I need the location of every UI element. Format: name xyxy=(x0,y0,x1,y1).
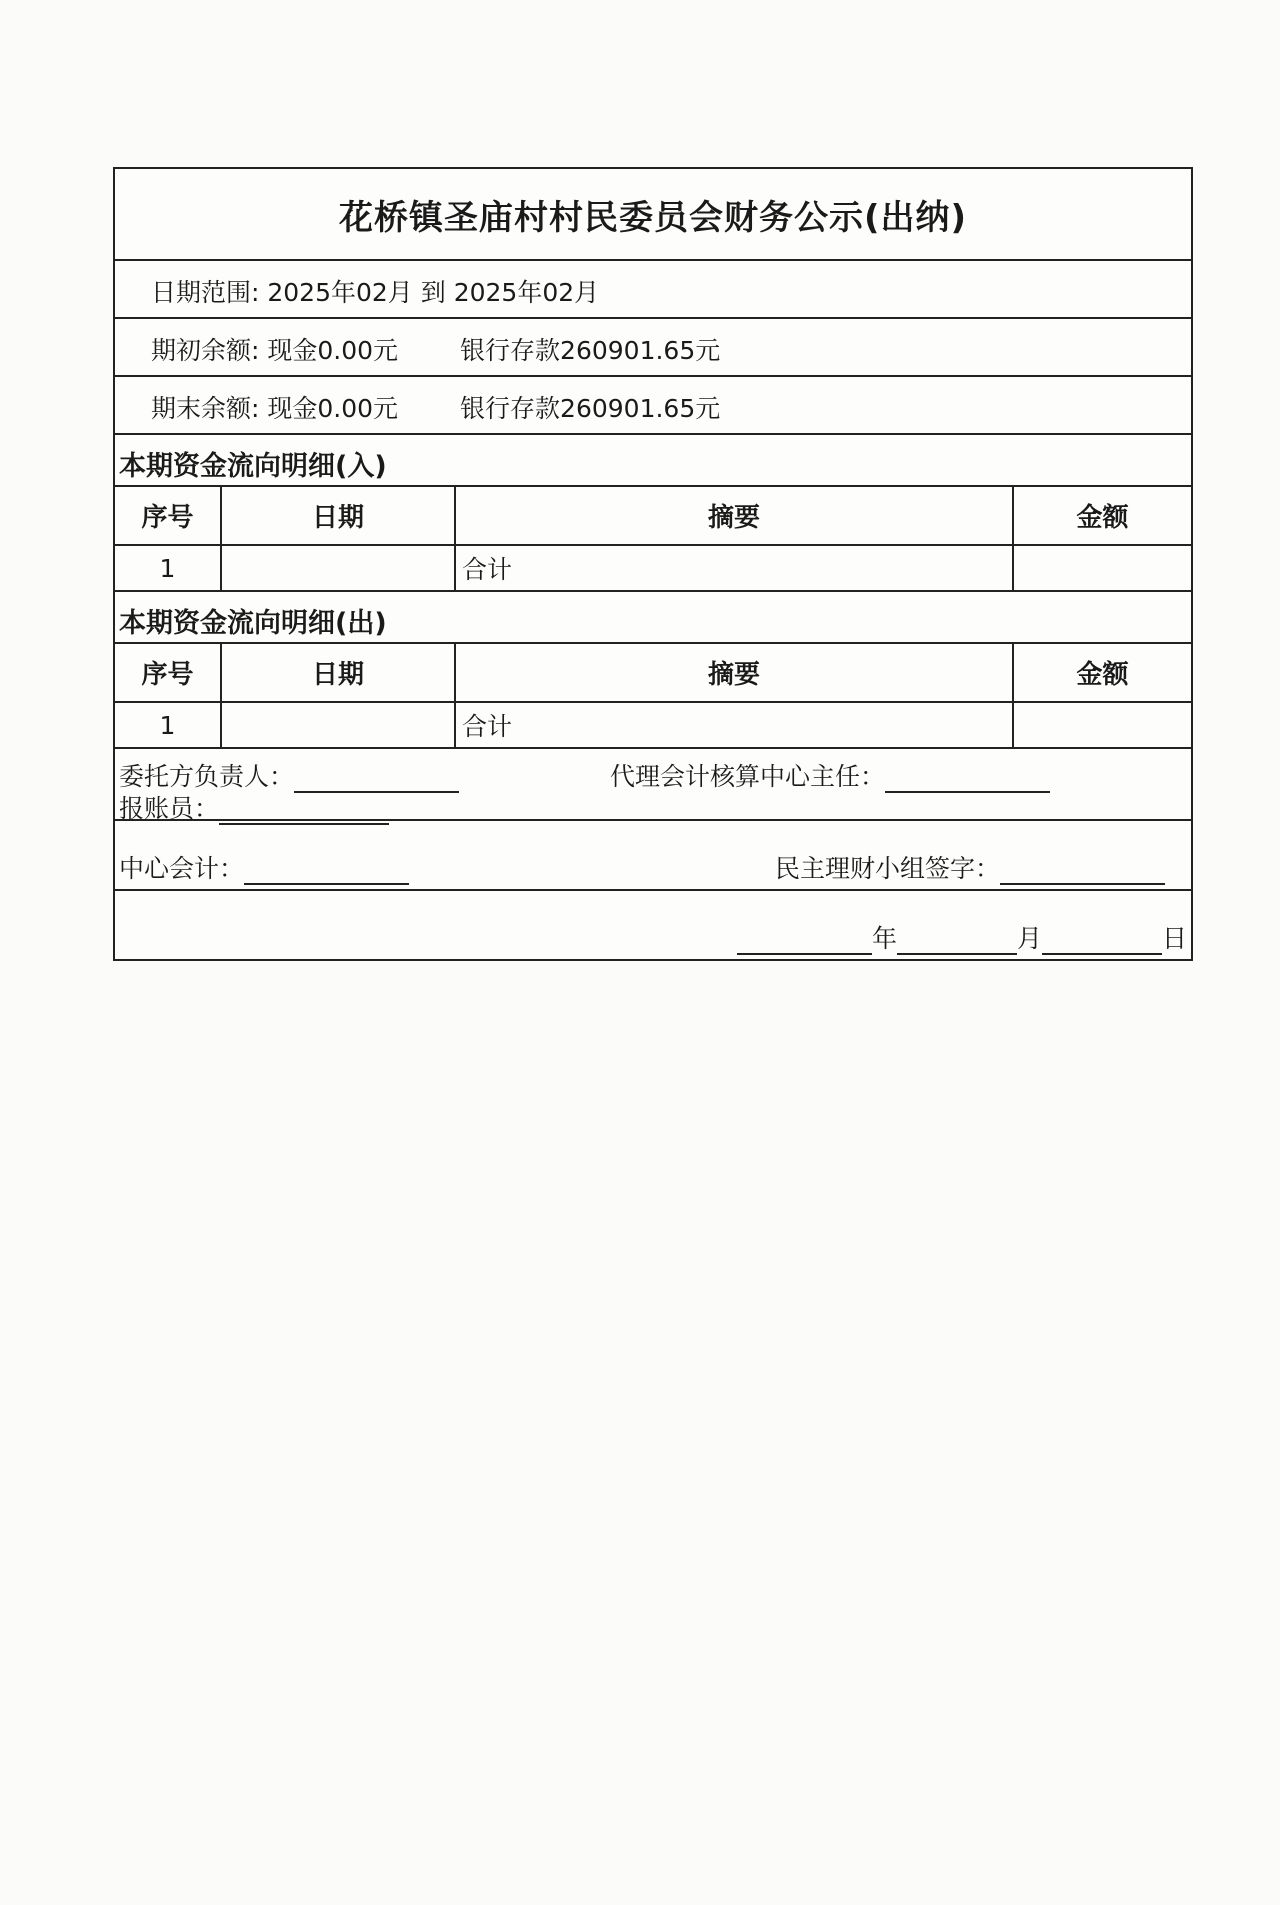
cell-date xyxy=(221,702,455,748)
year-label: 年 xyxy=(871,924,897,953)
column-header-summary: 摘要 xyxy=(455,487,1013,545)
cell-index: 1 xyxy=(115,702,221,748)
column-header-index: 序号 xyxy=(115,487,221,545)
center-accountant-label: 中心会计： xyxy=(119,854,245,883)
finance-group-blank[interactable] xyxy=(1000,861,1165,885)
column-header-date: 日期 xyxy=(221,487,455,545)
cell-amount xyxy=(1013,702,1191,748)
finance-group-label: 民主理财小组签字： xyxy=(775,854,1001,883)
cell-date xyxy=(221,545,455,591)
month-label: 月 xyxy=(1016,924,1042,953)
client-head-label: 委托方负责人： xyxy=(119,762,295,791)
expense-table xyxy=(115,644,1191,749)
agency-director-label: 代理会计核算中心主任： xyxy=(610,762,886,791)
column-header-summary: 摘要 xyxy=(455,644,1013,702)
form-title: 花桥镇圣庙村村民委员会财务公示(出纳) xyxy=(115,169,1191,261)
year-blank[interactable] xyxy=(737,931,872,955)
column-header-date: 日期 xyxy=(221,644,455,702)
column-header-amount: 金额 xyxy=(1013,487,1191,545)
cell-index: 1 xyxy=(115,545,221,591)
column-header-amount: 金额 xyxy=(1013,644,1191,702)
opening-bank: 银行存款260901.65元 xyxy=(460,336,721,365)
column-header-index: 序号 xyxy=(115,644,221,702)
table-row xyxy=(115,702,1191,748)
closing-bank: 银行存款260901.65元 xyxy=(460,394,721,423)
signature-row-1 xyxy=(115,749,1191,821)
income-section-heading: 本期资金流向明细(入) xyxy=(115,435,1191,487)
date-signature-row xyxy=(115,891,1191,959)
opening-cash: 期初余额: 现金0.00元 xyxy=(151,336,399,365)
cell-summary: 合计 xyxy=(455,545,1013,591)
expense-table-header xyxy=(115,644,1191,702)
closing-balance-row xyxy=(115,377,1191,435)
income-table xyxy=(115,487,1191,592)
table-row xyxy=(115,545,1191,591)
opening-balance-row xyxy=(115,319,1191,377)
center-accountant-blank[interactable] xyxy=(244,861,409,885)
cell-summary: 合计 xyxy=(455,702,1013,748)
expense-section-heading: 本期资金流向明细(出) xyxy=(115,592,1191,644)
financial-disclosure-form xyxy=(113,167,1193,961)
day-blank[interactable] xyxy=(1042,931,1162,955)
bookkeeper-label: 报账员： xyxy=(119,794,220,823)
agency-director-blank[interactable] xyxy=(885,769,1050,793)
signature-row-2 xyxy=(115,821,1191,891)
cell-amount xyxy=(1013,545,1191,591)
closing-cash: 期末余额: 现金0.00元 xyxy=(151,394,399,423)
income-table-header xyxy=(115,487,1191,545)
date-range-row xyxy=(115,261,1191,319)
month-blank[interactable] xyxy=(897,931,1017,955)
date-range-text: 日期范围: 2025年02月 到 2025年02月 xyxy=(151,278,600,307)
day-label: 日 xyxy=(1161,924,1187,953)
